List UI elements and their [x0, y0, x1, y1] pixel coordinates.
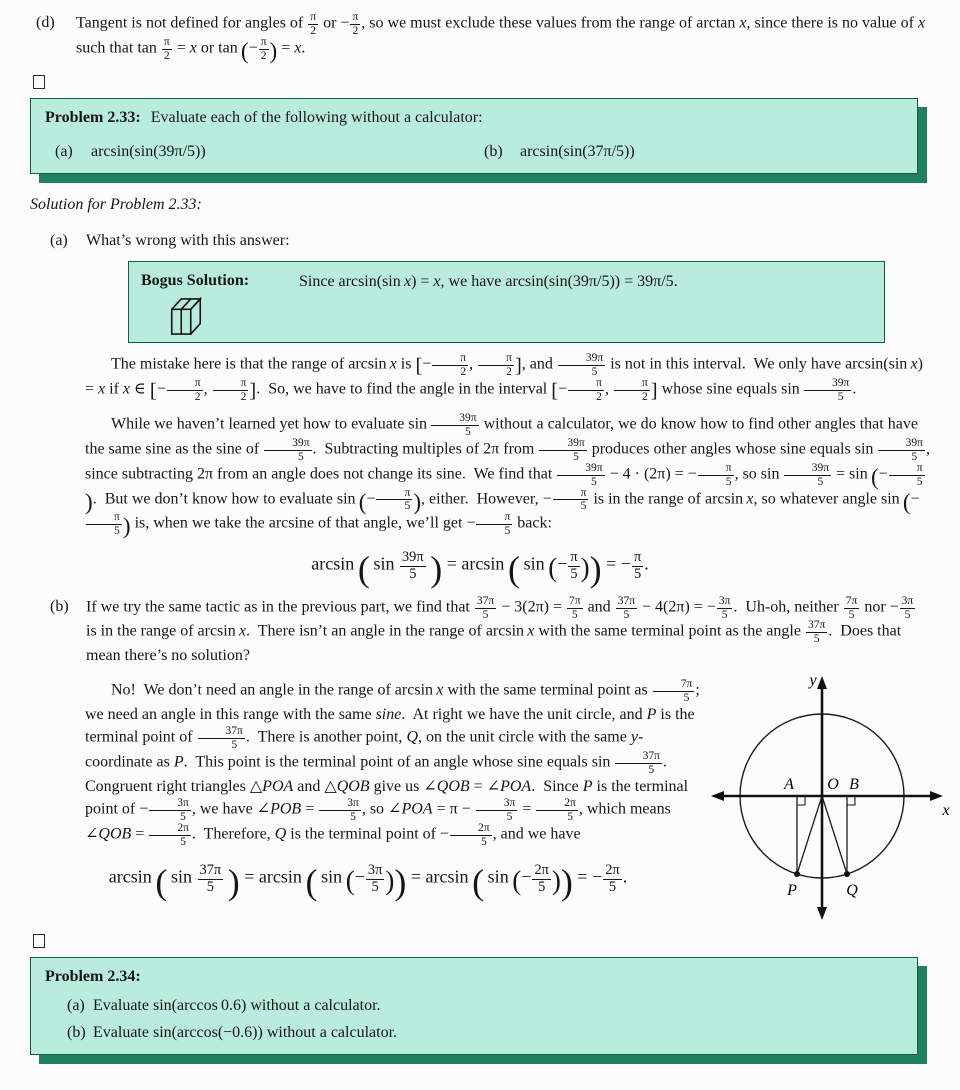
y-axis-bottom-arrow [817, 907, 827, 920]
part-b-label: (b) [484, 142, 503, 160]
right-angle-mark-A [797, 796, 805, 805]
part-a-label: (a) [67, 996, 85, 1014]
part-b-text: Evaluate sin(arccos(−0.6)) without a calculator. [93, 1023, 398, 1041]
part-b-label: (b) [67, 1023, 86, 1041]
figure-section-text-column [30, 669, 706, 921]
segment-OP [797, 796, 822, 874]
problem-box-2-33 [30, 98, 918, 174]
paragraph-no-we-dont: No! We don’t need an angle in the range of arcsin x with the same terminal point as $\frac{7\pi}{5}$ ; we need an angle in this range with the same sine. At right we have the unit circle, and P is the terminal point of $\frac{37\pi}{5}$ . There is another point, Q, on the unit circle with the same y-coordinate as P. This point is the terminal point of an angle whose sine equals sin $\frac{37\pi}{5}$ . Congruent right triangles △POA and △QOB give us ∠QOB = ∠POA. Since P is the terminal point of − $\frac{3\pi}{5}$ , we have ∠POB = $\frac{3\pi}{5}$ , so ∠POA = π − $\frac{3\pi}{5}$ = $\frac{2\pi}{5}$ , which means ∠QOB = $\frac{2\pi}{5}$ . Therefore, Q is the terminal point of − $\frac{2\pi}{5}$ , and we have [85, 678, 700, 849]
end-of-solution-marker-2 [33, 934, 45, 948]
problem-2-33-parts [45, 141, 903, 163]
problem-2-33-part-b [474, 141, 903, 163]
part-a-label: (a) [55, 142, 73, 160]
solution-part-b-text: If we try the same tactic as in the previous part, we find that $\frac{37\pi}{5}$ − 3(2π) = $\frac{7\pi}{5}$ and $\frac{37\pi}{5}$ − 4(2π) = − $\frac{3\pi}{5}$ . Uh-oh, neither $\frac{7\pi}{5}$ nor − $\frac{3\pi}{5}$ is in the range of arcsin x. There isn’t an angle in the range of arcsin x with the same terminal point as the angle $\frac{37\pi}{5}$ . Does that mean there’s no solution? [86, 594, 914, 665]
point-Q-dot [844, 871, 850, 877]
solution-part-a-row [50, 230, 930, 252]
solution-part-a-text: What’s wrong with this answer: [86, 231, 290, 249]
bogus-solution-label: Bogus Solution: [141, 272, 250, 290]
problem-box-2-34 [30, 957, 918, 1054]
problem-2-33-part-a [45, 141, 474, 163]
figure-section-figure-column [706, 669, 956, 921]
part-b-expression: arcsin(sin(37π/5)) [520, 142, 635, 160]
right-angle-mark-B [847, 796, 855, 805]
x-axis-left-arrow [711, 791, 724, 801]
problem-2-34-part-a [45, 995, 903, 1017]
bogus-solution-text: Since arcsin(sin x) = x, we have arcsin(sin(39π/5)) = 39π/5. [299, 273, 678, 291]
paragraph-mistake: The mistake here is that the range of arcsin x is [− $\frac{\pi}{2}$ , $\frac{\pi}{2}$ ], and $\frac{39\pi}{5}$ is not in this interval. We only have arcsin(sin x) = x if x ∈ [− $\frac{\pi}{2}$ , $\frac{\pi}{2}$ ]. So, we have to find the angle in the interval [− $\frac{\pi}{2}$ , $\frac{\pi}{2}$ ] whose sine equals sin $\frac{39\pi}{5}$ . [85, 352, 923, 403]
point-P-label: P [787, 882, 797, 900]
problem-2-34-title-row [45, 966, 903, 988]
display-equation-2: arcsin ( sin $\frac{37\pi}{5}$ ) = arcsin ( sin (− $\frac{3\pi}{5}$ )) = arcsin ( sin (− $\frac{2\pi}{5}$ )) = − $\frac{2\pi}{5}$ . [108, 861, 628, 902]
problem-2-34-parts [45, 995, 903, 1044]
figure-section [30, 669, 950, 921]
problem-2-33-title-row [45, 107, 903, 129]
y-axis-label: y [809, 672, 817, 690]
y-axis-top-arrow [817, 676, 827, 689]
item-d-label: (d) [36, 14, 55, 31]
x-axis-label: x [942, 802, 950, 820]
unit-circle-figure [706, 671, 956, 921]
problem-2-34-part-b [45, 1022, 903, 1044]
x-axis-right-arrow [930, 791, 943, 801]
bogus-solution-left [141, 270, 299, 337]
part-a-expression: arcsin(sin(39π/5)) [91, 142, 206, 160]
item-d [36, 11, 930, 65]
end-of-solution-marker [33, 75, 45, 89]
point-Q-label: Q [846, 882, 858, 900]
solution-part-b-label: (b) [50, 597, 69, 615]
problem-2-34-title: Problem 2.34: [45, 968, 141, 986]
paragraph-while: While we haven’t learned yet how to evaluate sin $\frac{39\pi}{5}$ without a calculator, we do know how to find other angles that have the same sine as the sine of $\frac{39\pi}{5}$ . Subtracting multiples of 2π from $\frac{39\pi}{5}$ produces other angles whose sine equals sin $\frac{39\pi}{5}$ , since subtracting 2π from an angle does not change its sine. We find that $\frac{39\pi}{5}$ − 4 · (2π) = − $\frac{\pi}{5}$ , so sin $\frac{39\pi}{5}$ = sin (− $\frac{\pi}{5}$ ). But we don’t know how to evaluate sin (− $\frac{\pi}{5}$ ), either. However, − $\frac{\pi}{5}$ is in the range of arcsin x, so whatever angle sin (− $\frac{\pi}{5}$ ) is, when we take the arcsine of that angle, we’ll get − $\frac{\pi}{5}$ back: [85, 411, 930, 540]
part-a-text: Evaluate sin(arccos 0.6) without a calculator. [93, 996, 381, 1014]
solution-part-a-label: (a) [50, 231, 68, 249]
problem-2-33-title: Problem 2.33: [45, 108, 141, 126]
display-equation-1: arcsin ( sin $\frac{39\pi}{5}$ ) = arcsin ( sin (− $\frac{\pi}{5}$ )) = − $\frac{\pi}{5}$ . [311, 549, 649, 590]
point-A-label: A [784, 776, 794, 794]
solution-heading: Solution for Problem 2.33: [30, 195, 202, 213]
origin-O-label: O [827, 776, 839, 794]
point-B-label: B [849, 776, 859, 794]
solution-part-b-row [50, 596, 930, 668]
problem-2-33-prompt: Evaluate each of the following without a calculator: [150, 108, 483, 126]
segment-OQ [822, 796, 847, 874]
point-P-dot [794, 871, 800, 877]
bogus-solution-box [128, 261, 885, 343]
open-box-icon [167, 295, 205, 337]
item-d-text: Tangent is not defined for angles of $\frac{\pi}{2}$ or − $\frac{\pi}{2}$ , so we must exclude these values from the range of arctan x, since there is no value of x such that tan $\frac{\pi}{2}$ = x or tan (− $\frac{\pi}{2}$ ) = x. [76, 11, 926, 65]
